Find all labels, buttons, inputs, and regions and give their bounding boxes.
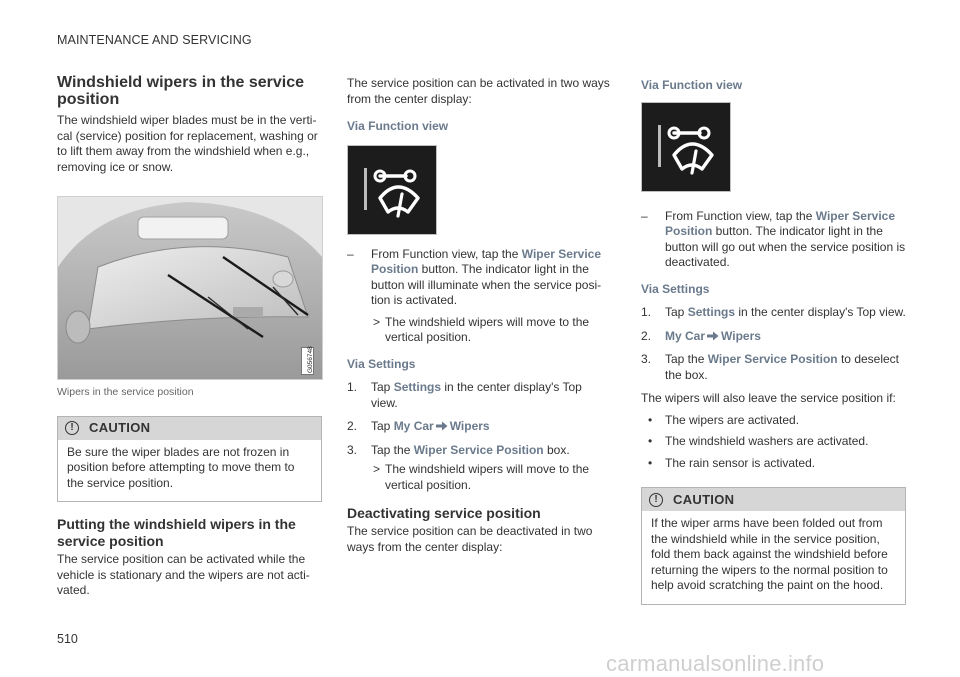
caution-label: CAUTION [673, 491, 735, 507]
settings-link[interactable]: Settings [393, 380, 442, 394]
caution-text: Be sure the wiper blades are not frozen in position before attempting to move them to the service position. [67, 444, 295, 490]
exclamation-circle-icon: ! [649, 493, 663, 507]
wiper-service-position-button[interactable]: Wiper Service Position [371, 246, 601, 276]
running-header: MAINTENANCE AND SERVICING [57, 33, 252, 47]
settings-link-2[interactable]: Settings [687, 305, 736, 319]
column-1 [57, 74, 322, 599]
putting-heading: Putting the windshield wipers in the service position [57, 516, 296, 549]
caution-box [57, 416, 322, 503]
caution-box-2 [641, 487, 906, 605]
function-step-deactivate: – From Function view, tap the Wiper Service Position button. The indicator light in the button will go out when the service position is deactivated. [641, 208, 906, 269]
watermark: carmanualsonline.info [606, 651, 825, 676]
caution-header [642, 488, 905, 511]
wiper-service-position-button-2[interactable]: Wiper Service Position [665, 208, 895, 238]
wiper-service-icon [348, 146, 436, 234]
list-item: • The windshield washers are activated. [648, 434, 869, 448]
caution-text: If the wiper arms have been folded out from the windshield while in the service position, fold them back against the windshield before returning the wipers to the normal position to help avoid scratching the paint on the hood. [651, 516, 888, 592]
deactivating-heading: Deactivating service position [347, 505, 541, 521]
via-function-heading: Via Function view [347, 119, 449, 133]
result-item-2: > The windshield wipers will move to the vertical position. [373, 462, 590, 492]
page-title: Windshield wipers in the service position [57, 74, 305, 108]
page-number: 510 [57, 632, 78, 646]
caution-label: CAUTION [89, 420, 151, 436]
activate-intro: The service position can be activated in two ways from the center display: [347, 76, 610, 106]
image-code-tag: G056748 [301, 347, 314, 375]
wiper-photo [57, 196, 323, 380]
caution-header [58, 417, 321, 440]
right-arrow-icon [436, 421, 448, 431]
settings-step-1: 1. Tap Settings in the center display's Top view. [347, 380, 582, 410]
list-item: • The wipers are activated. [648, 412, 800, 427]
wiper-service-button-image-2 [641, 102, 731, 192]
via-settings-heading: Via Settings [347, 356, 416, 371]
settings-step-2b: 2. My Car Wipers [641, 328, 761, 343]
via-function-heading-2: Via Function view [641, 78, 743, 92]
wipers-link[interactable]: Wipers [449, 419, 490, 433]
my-car-link-2[interactable]: My Car [665, 328, 706, 343]
list-item: • The rain sensor is activated. [648, 455, 816, 470]
wiper-service-position-box[interactable]: Wiper Service Position [413, 442, 544, 457]
result-item: > The windshield wipers will move to the vertical position. [373, 314, 590, 344]
function-step: – From Function view, tap the Wiper Service Position button. The indicator light in the button will illuminate when the service posi-tion is activated. [347, 246, 602, 307]
intro-paragraph: The windshield wiper blades must be in the verti-cal (service) position for replacement, washing or to lift them away from the windshield when e.g., removing ice or snow. [57, 113, 318, 174]
wiper-service-icon [642, 103, 730, 191]
settings-step-3b: 3. Tap the Wiper Service Position to deselect the box. [641, 352, 900, 382]
exclamation-circle-icon: ! [65, 421, 79, 435]
settings-step-3: 3. Tap the Wiper Service Position box. [347, 442, 570, 457]
right-arrow-icon [707, 331, 719, 341]
deactivating-paragraph: The service position can be deactivated in two ways from the center display: [347, 524, 593, 554]
leave-intro: The wipers will also leave the service position if: [641, 391, 896, 405]
car-windshield-illustration [58, 197, 322, 379]
photo-caption: Wipers in the service position [57, 386, 194, 398]
putting-paragraph: The service position can be activated while the vehicle is stationary and the wipers are not acti-vated. [57, 552, 310, 597]
wiper-service-button-image [347, 145, 437, 235]
column-2 [347, 76, 611, 555]
settings-step-2: 2. Tap My Car Wipers [347, 419, 490, 433]
column-3 [641, 78, 906, 605]
wipers-link-2[interactable]: Wipers [721, 328, 761, 343]
wiper-service-position-box-2[interactable]: Wiper Service Position [707, 352, 838, 366]
settings-step-1b: 1. Tap Settings in the center display's Top view. [641, 305, 906, 319]
via-settings-heading-2: Via Settings [641, 281, 710, 296]
my-car-link[interactable]: My Car [393, 419, 434, 433]
